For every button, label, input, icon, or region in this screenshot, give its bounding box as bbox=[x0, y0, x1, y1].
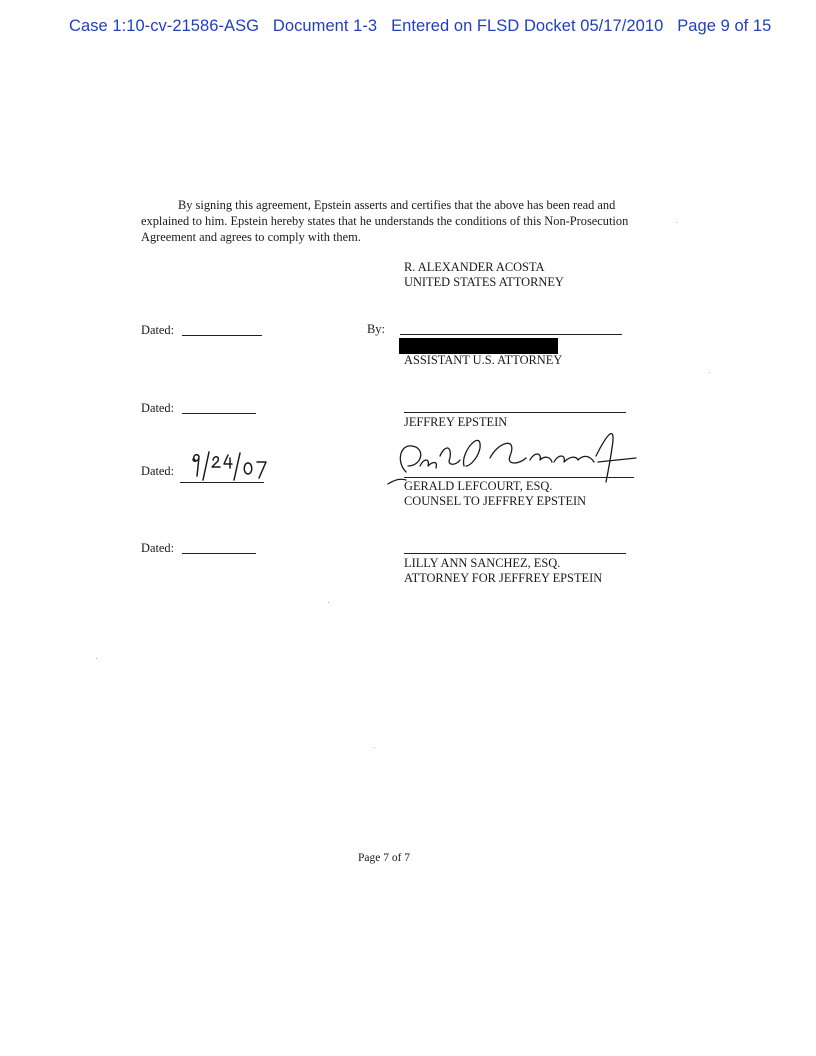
us-attorney-name: R. ALEXANDER ACOSTA bbox=[404, 260, 545, 274]
court-header-stamp: Case 1:10-cv-21586-ASG Document 1-3 Entered on FLSD Docket 05/17/2010 Page 9 of 15 bbox=[69, 17, 772, 35]
ausa-signature-line bbox=[400, 334, 622, 335]
dated-label-2: Dated: bbox=[141, 401, 175, 415]
dated-label-1: Dated: bbox=[141, 323, 175, 337]
handwritten-date-glyphs bbox=[187, 448, 277, 484]
sanchez-title: ATTORNEY FOR JEFFREY EPSTEIN bbox=[404, 571, 603, 585]
date-line-2 bbox=[182, 413, 256, 414]
dated-label-3: Dated: bbox=[141, 464, 175, 478]
epstein-name: JEFFREY EPSTEIN bbox=[404, 415, 508, 429]
date-line-1 bbox=[182, 335, 262, 336]
scan-speck bbox=[709, 372, 710, 373]
scan-speck bbox=[328, 602, 329, 603]
page-number: Page 7 of 7 bbox=[358, 852, 411, 864]
ausa-title: ASSISTANT U.S. ATTORNEY bbox=[404, 353, 563, 367]
redaction-block bbox=[399, 338, 558, 354]
sanchez-name: LILLY ANN SANCHEZ, ESQ. bbox=[404, 556, 561, 570]
lefcourt-signature-line bbox=[404, 477, 634, 478]
scan-speck bbox=[676, 222, 677, 223]
sanchez-signature-line bbox=[404, 553, 626, 554]
agreement-paragraph bbox=[141, 197, 631, 245]
scan-speck bbox=[96, 658, 97, 659]
date-line-3 bbox=[180, 482, 264, 483]
by-label: By: bbox=[367, 322, 385, 336]
agreement-paragraph-text: By signing this agreement, Epstein asserts and certifies that the above has been read and explained to him. Epstein hereby states that he understands the conditions of this Non-Prosecution Agreement and agrees to comply with them. bbox=[141, 198, 629, 244]
epstein-signature-line bbox=[404, 412, 626, 413]
scan-speck bbox=[374, 747, 375, 748]
date-line-4 bbox=[182, 553, 256, 554]
lefcourt-name: GERALD LEFCOURT, ESQ. bbox=[404, 479, 553, 493]
dated-label-4: Dated: bbox=[141, 541, 175, 555]
lefcourt-title: COUNSEL TO JEFFREY EPSTEIN bbox=[404, 494, 587, 508]
us-attorney-title: UNITED STATES ATTORNEY bbox=[404, 275, 564, 289]
